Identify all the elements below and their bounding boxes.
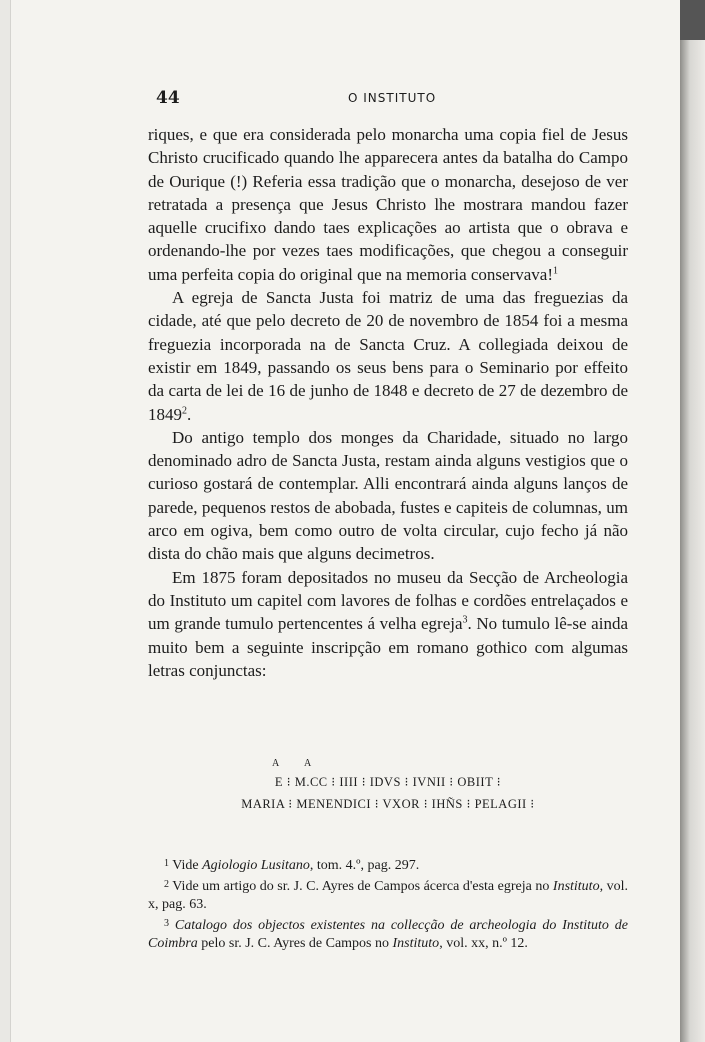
inscription-line-2: MARIA ⁝ MENENDICI ⁝ VXOR ⁝ IHÑS ⁝ PELAGII ⁝ — [241, 797, 535, 811]
footnotes — [148, 855, 628, 954]
page-edge-shadow — [680, 0, 705, 1042]
paragraph — [148, 286, 628, 426]
paragraph — [148, 123, 628, 286]
footnote-title: Agiologio Lusitano — [202, 858, 310, 873]
footnote-title: Instituto — [392, 936, 440, 952]
footnote-ref: 3 — [462, 614, 468, 626]
paragraph-text: riques, e que era considerada pelo monarcha uma copia fiel de Jesus Christo crucificado quando lhe apparecera antes da batalha do Campo de Ourique (!) Referia essa tradição que o monarcha, desejoso de ver retratada a presença que Jesus Christo lhe mostrara mandou fazer aquelle crucifixo dando taes explicações ao artista que o obrava e ordenando-lhe por vezes taes modificações, que chegou a conseguir uma perfeita copia do original que na memoria conservava! — [148, 125, 628, 284]
paragraph-text: Em 1875 foram depositados no museu da Secção de Archeologia do Instituto um capitel com lavores de folhas e cordões entrelaçados e um grande tumulo pertencentes á velha egreja — [148, 567, 628, 634]
footnote-ref: 2 — [182, 404, 187, 416]
page-corner-dark — [680, 0, 705, 40]
footnote-text: pelo sr. J. C. Ayres de Campos no — [197, 936, 393, 952]
footnote-text: Vide — [172, 858, 203, 873]
footnote-1 — [148, 855, 628, 876]
footnote-3 — [148, 915, 628, 954]
paragraph-text: Do antigo templo dos monges da Charidade, situado no largo denominado adro de Sancta Justa, restam ainda alguns vestigios que o curioso gostará de contemplar. Alli encontrará ainda alguns lanços de parede, pequenos restos de abobada, fustes e capiteis de columnas, um arco em ogiva, bem como outro de volta circular, cujo fecho já não dista do chão mais que alguns decimetros. — [148, 427, 628, 564]
footnote-number: 3 — [164, 917, 169, 929]
page-header — [156, 88, 626, 110]
footnote-number: 2 — [164, 878, 169, 890]
accent-mark: A — [304, 758, 312, 769]
footnote-2 — [148, 876, 628, 915]
body-text — [148, 123, 628, 682]
footnote-title: Instituto — [552, 878, 600, 894]
footnote-text: , vol. x, pag. 63. — [148, 878, 628, 913]
accent-mark: A — [272, 758, 280, 769]
inscription-line-1: E ⁝ M.CC ⁝ IIII ⁝ IDVS ⁝ IVNII ⁝ OBIIT ⁝ — [274, 775, 502, 789]
paragraph — [148, 566, 628, 682]
footnote-text: , tom. 4.º, pag. 297. — [309, 858, 420, 873]
paragraph-end: . — [187, 404, 192, 424]
footnote-text: , vol. xx, n.º 12. — [439, 936, 528, 952]
inscription-accents — [148, 758, 628, 770]
footnote-ref: 1 — [553, 265, 558, 277]
paragraph-text: A egreja de Sancta Justa foi matriz de uma das freguezias da cidade, até que pelo decreto de 20 de novembro de 1854 foi a mesma freguezia incorporada na de Sancta Cruz. A collegiada deixou de existir em 1849, passando os seus bens para o Seminario por effeito da carta de lei de 16 de junho de 1848 e decreto de 27 de dezembro de 1849 — [148, 288, 628, 424]
paragraph-text: . No tumulo lê-se ainda muito bem a seguinte inscripção em romano gothico com algumas letras conjunctas: — [148, 614, 628, 680]
footnote-text: Vide um artigo do sr. J. C. Ayres de Campos ácerca d'esta egreja no — [172, 878, 553, 894]
footnote-title: Catalogo dos objectos existentes na collecção de archeologia do Instituto de Coimbra — [148, 917, 629, 952]
paragraph — [148, 426, 628, 566]
footnote-number: 1 — [164, 858, 169, 869]
running-title: O INSTITUTO — [348, 91, 437, 105]
page-number: 44 — [156, 88, 180, 108]
